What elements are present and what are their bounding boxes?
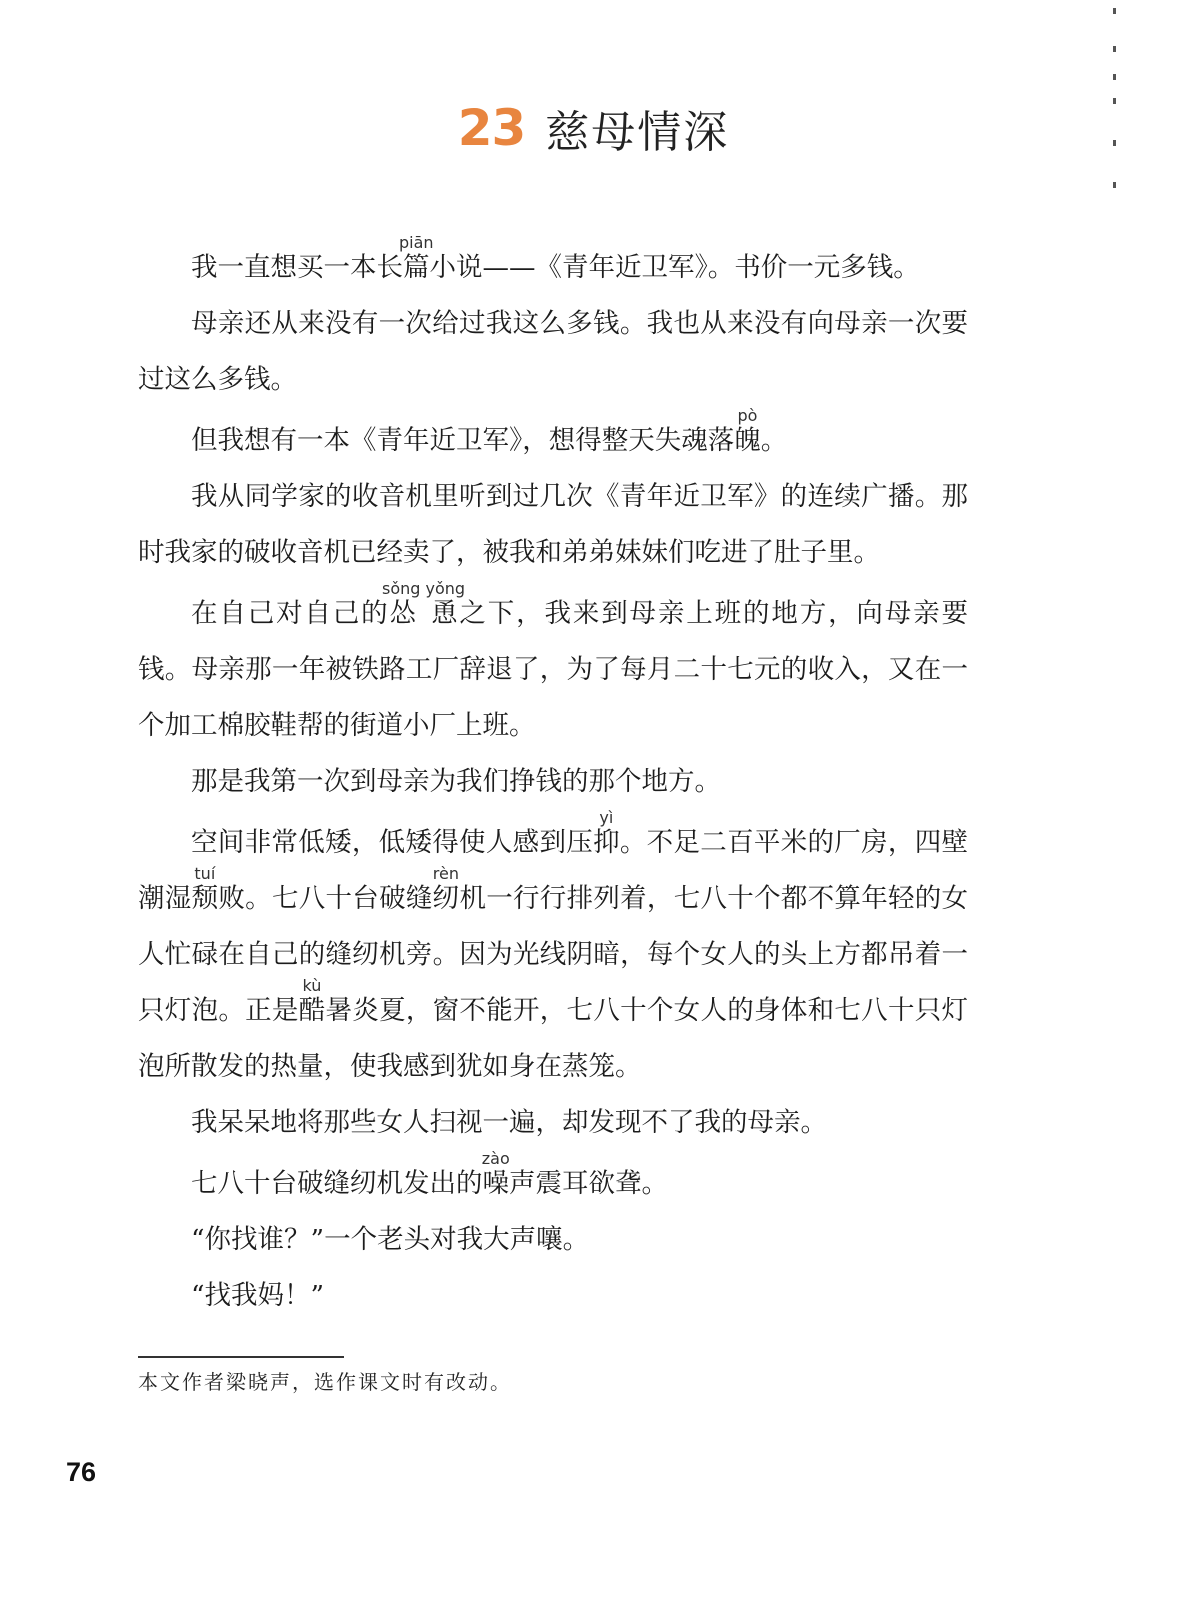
pinyin-annotation: 魄pò <box>734 406 761 456</box>
paragraph-2: 母亲还从来没有一次给过我这么多钱。我也从来没有向母亲一次要过这么多钱。 <box>138 308 968 395</box>
lesson-number: 23 <box>457 99 526 157</box>
paragraph-10: “你找谁？”一个老头对我大声嚷。 <box>191 1224 590 1255</box>
paragraph-4: 我从同学家的收音机里听到过几次《青年近卫军》的连续广播。那时我家的破收音机已经卖了，被我和弟弟妹妹们吃进了肚子里。 <box>138 481 968 568</box>
footnote: 本文作者梁晓声，选作课文时有改动。 <box>138 1370 512 1394</box>
pinyin-annotation: 酷kù <box>298 976 326 1026</box>
paragraph-6: 那是我第一次到母亲为我们挣钱的那个地方。 <box>191 766 721 797</box>
page-number: 76 <box>66 1457 97 1487</box>
paragraph-1: 我一直想买一本长篇piān小说——《青年近卫军》。书价一元多钱。 <box>191 233 920 283</box>
lesson-heading <box>0 96 1187 160</box>
pinyin-annotation: 噪zào <box>481 1149 510 1199</box>
paragraph-3: 但我想有一本《青年近卫军》，想得整天失魂落魄pò。 <box>191 406 788 456</box>
paragraph-7: 空间非常低矮，低矮得使人感到压抑yì。不足二百平米的厂房，四壁潮湿颓tuí败。七八十台破缝纫rèn机一行行排列着，七八十个都不算年轻的女人忙碌在自己的缝纫机旁。因为光线阴暗，每个女人的头上方都吊着一只灯泡。正是酷kù暑炎夏，窗不能开，七八十个女人的身体和七八十只灯泡所散发的热量，使我感到犹如身在蒸笼。 <box>138 808 969 1082</box>
lesson-title: 慈母情深 <box>545 107 730 158</box>
pinyin-annotation: 抑yì <box>593 808 620 858</box>
pinyin-annotation: 篇piān <box>398 233 434 283</box>
paragraph-11: “找我妈！” <box>191 1280 325 1311</box>
paragraph-5: 在自己对自己的怂恿sǒng yǒng之下，我来到母亲上班的地方，向母亲要钱。母亲那一年被铁路工厂辞退了，为了每月二十七元的收入，又在一个加工棉胶鞋帮的街道小厂上班。 <box>138 579 969 741</box>
pinyin-annotation: 颓tuí <box>191 864 219 914</box>
pinyin-annotation: 怂恿sǒng yǒng <box>382 579 466 629</box>
paragraph-9: 七八十台破缝纫机发出的噪zào声震耳欲聋。 <box>191 1149 668 1199</box>
paragraph-8: 我呆呆地将那些女人扫视一遍，却发现不了我的母亲。 <box>191 1107 827 1138</box>
lesson-body <box>138 235 968 1324</box>
pinyin-annotation: 纫rèn <box>432 864 460 914</box>
footnote-divider <box>138 1356 344 1358</box>
